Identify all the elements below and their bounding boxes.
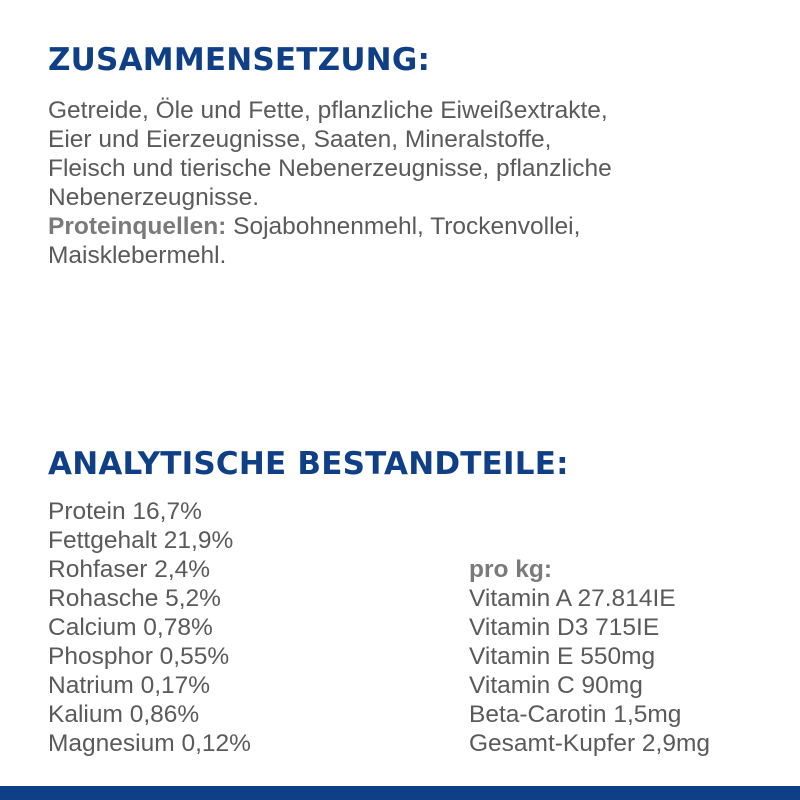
analysis-item: Phosphor 0,55% (48, 643, 230, 670)
bottom-accent-bar (0, 786, 800, 800)
analysis-item: Rohfaser 2,4% (48, 556, 211, 583)
analysis-item: Calcium 0,78% (48, 614, 213, 641)
vitamin-item: Vitamin E 550mg (469, 643, 656, 670)
protein-sources-label: Proteinquellen: (48, 213, 227, 240)
analysis-heading: ANALYTISCHE BESTANDTEILE: (48, 446, 569, 482)
vitamins-per-kg-list (469, 555, 710, 758)
vitamin-item: Gesamt-Kupfer 2,9mg (469, 730, 711, 757)
analysis-item: Magnesium 0,12% (48, 730, 251, 757)
analysis-item: Fettgehalt 21,9% (48, 527, 234, 554)
composition-heading: ZUSAMMENSETZUNG: (48, 42, 431, 78)
composition-text (48, 96, 788, 270)
vitamin-item: Vitamin C 90mg (469, 672, 643, 699)
analysis-item: Kalium 0,86% (48, 701, 200, 728)
composition-line: Eier und Eierzeugnisse, Saaten, Mineralstoffe, (48, 126, 552, 153)
analysis-constituents-list (48, 497, 251, 758)
analysis-item: Natrium 0,17% (48, 672, 211, 699)
composition-line: Getreide, Öle und Fette, pflanzliche Eiweißextrakte, (48, 97, 608, 124)
analysis-item: Protein 16,7% (48, 498, 202, 525)
analysis-item: Rohasche 5,2% (48, 585, 221, 612)
vitamin-item: Beta-Carotin 1,5mg (469, 701, 682, 728)
vitamin-item: Vitamin D3 715IE (469, 614, 660, 641)
protein-sources-text: Sojabohnenmehl, Trockenvollei, (226, 213, 581, 240)
composition-line: Nebenerzeugnisse. (48, 184, 260, 211)
protein-sources-line-continued: Maisklebermehl. (48, 242, 227, 269)
per-kg-label: pro kg: (469, 556, 553, 583)
protein-sources-line (48, 212, 788, 241)
composition-line: Fleisch und tierische Nebenerzeugnisse, pflanzliche (48, 155, 612, 182)
vitamin-item: Vitamin A 27.814IE (469, 585, 676, 612)
